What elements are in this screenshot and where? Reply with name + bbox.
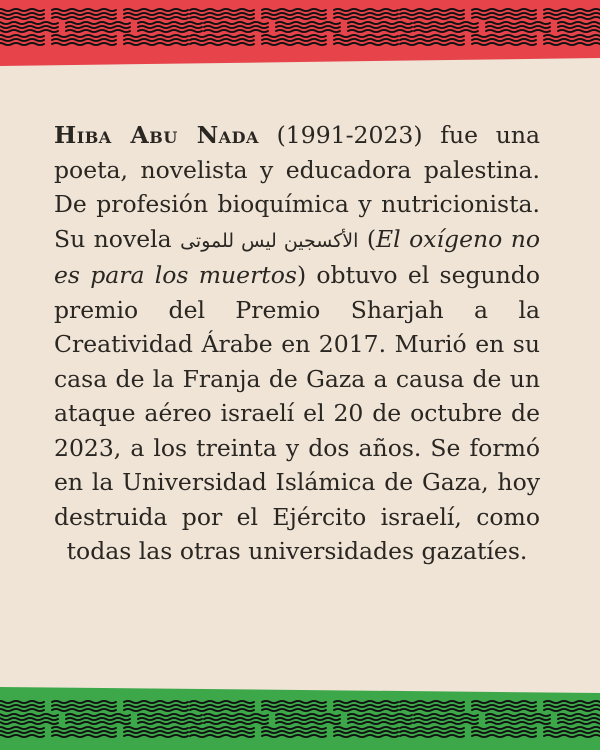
bottom-wave-pattern [0, 672, 600, 750]
bio-text-part-1: fue una poeta, novelista y educadora palestina. De profesión bioquímica y nutricionista. Su novela [54, 121, 540, 253]
author-name: Hiba Abu Nada [54, 121, 259, 149]
arabic-title: الأكسجين ليس للموتى [180, 229, 359, 252]
paren-open: ( [366, 224, 377, 253]
biography-text [54, 118, 540, 569]
top-red-band [0, 0, 600, 80]
top-wave-pattern [0, 0, 600, 80]
spanish-title: El oxígeno no es para los muertos [54, 224, 540, 289]
bottom-green-band [0, 672, 600, 750]
bio-text-part-2: ) obtuvo el segundo premio del Premio Sharjah a la Creatividad Árabe en 2017. Murió en su casa de la Franja de Gaza a causa de un ataque aéreo israelí el 20 de octubre de 2023, a los treinta y dos años. Se formó en la Universidad Islámica de Gaza, hoy destruida por el Ejército israelí, como todas las otras universidades gazatíes. [54, 261, 540, 565]
author-years: (1991-2023) [276, 121, 423, 149]
